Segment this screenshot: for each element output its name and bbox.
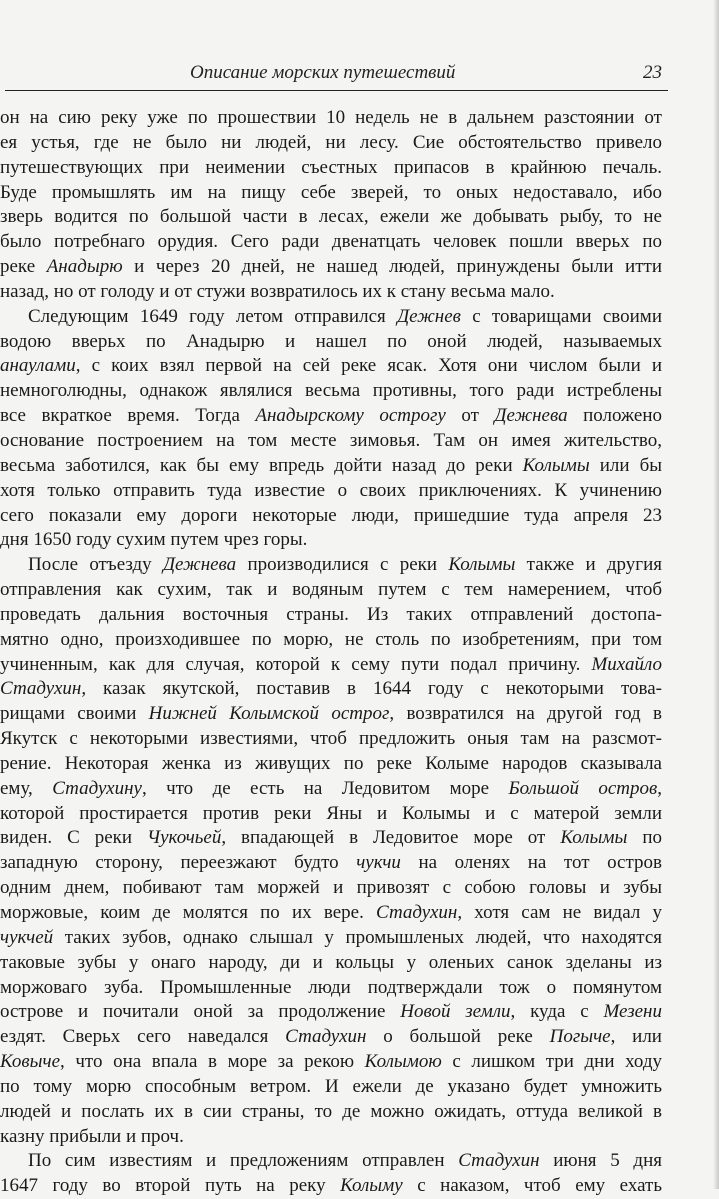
italic-text: Стадухин (376, 902, 458, 923)
text-run: , возвратился на другой год в (389, 703, 662, 725)
text-line (0, 1174, 662, 1199)
text-line (0, 330, 662, 355)
text-run: было потребнаго орудия. Сего ради двенатцать человек пошли вверьх по (0, 231, 662, 253)
italic-text: Стадухин (458, 1150, 540, 1172)
italic-text: Мезени (603, 1001, 662, 1023)
text-run: также и другия (515, 554, 662, 576)
text-line (0, 951, 662, 976)
italic-text: Колымы (448, 554, 516, 576)
text-line (0, 653, 662, 678)
text-line (0, 553, 662, 578)
text-line (0, 305, 662, 330)
text-run: реке (0, 256, 47, 278)
text-run: После отъезду (28, 554, 163, 576)
italic-text: Дежнев (397, 305, 461, 327)
text-run: Следующим 1649 году летом отправился (28, 305, 398, 327)
text-run: с наказом, чтоб ему ехать (402, 1175, 662, 1197)
italic-text: Дежнева (162, 554, 237, 576)
text-run: по (627, 827, 662, 849)
text-run: одним днем, побивают там моржей и привозят с собою головы и зубы (0, 877, 662, 899)
text-run: ея устья, где не было ни людей, ни лесу. Сие обстоятельство привело (0, 131, 662, 153)
text-run: положено (567, 405, 662, 427)
text-line (0, 876, 662, 901)
text-line (0, 429, 662, 454)
text-line (0, 901, 662, 926)
text-run: моржоваго зуба. Промышленные люди подтверждали тож о помянутом (0, 976, 662, 998)
text-run: рищами своими (0, 703, 149, 725)
text-line (0, 1125, 662, 1150)
text-run: по тому морю способным ветром. И ежели де указано будет умножить (0, 1075, 662, 1097)
text-run: он на сию реку уже по прошествии 10 недель не в дальнем разстоянии от (0, 107, 662, 128)
text-line (0, 528, 662, 553)
text-line (0, 255, 662, 280)
italic-text: Стадухин (285, 1026, 367, 1048)
italic-text: Анадырю (46, 256, 123, 278)
text-line (0, 280, 662, 305)
text-run: учиненным, как для случая, которой к сему пути подал причину. (0, 653, 592, 675)
italic-text: Анадырскому острогу (255, 405, 446, 427)
text-run: хотя только отправить туда известие о своих приключениях. К учинению (0, 479, 662, 501)
italic-text: Чукочьей (147, 827, 222, 849)
text-run: , или (610, 1026, 662, 1048)
text-line (0, 1149, 662, 1174)
text-run: , куда с (510, 1001, 604, 1023)
text-run: , с коих взял первой на сей реке ясак. Хотя они числом были и (75, 355, 662, 377)
text-line (0, 205, 662, 230)
text-run: дня 1650 году сухим путем чрез горы. (0, 529, 308, 551)
text-line (0, 106, 662, 131)
text-run: , хотя сам не видал у (457, 902, 662, 923)
text-run: , что она впала в море за рекою (60, 1051, 365, 1073)
text-run: сего показали ему дороги некоторые люди, пришедшие туда апреля 23 (0, 504, 662, 526)
text-run: и через 20 дней, не нашед людей, принуждены были итти (122, 256, 662, 278)
page-edge-shadow (713, 0, 719, 1189)
text-run: Буде промышлять им на пищу себе зверей, то оных недоставало, ибо (0, 181, 662, 203)
text-line (0, 1000, 662, 1025)
italic-text: Новой земли (400, 1001, 511, 1023)
text-line (0, 354, 662, 379)
text-run: зверь водится по большой части в лесах, ежели же добывать рыбу, то не (0, 206, 662, 228)
text-run: 1647 году во второй путь на реку (0, 1175, 341, 1197)
text-line (0, 1050, 662, 1075)
text-run: от (445, 405, 495, 427)
text-line (0, 851, 662, 876)
text-line (0, 131, 662, 156)
text-run: ездят. Сверьх сего наведался (0, 1026, 286, 1048)
italic-text: Колыму (340, 1175, 403, 1197)
page-number: 23 (643, 62, 662, 83)
text-line (0, 181, 662, 206)
italic-text: Колымы (522, 454, 590, 476)
text-run: моржовые, коим де молятся по их вере. (0, 902, 377, 923)
text-line (0, 727, 662, 752)
text-run: о большой реке (366, 1026, 550, 1048)
italic-text: анаулами (0, 355, 76, 377)
text-run: , впадающей в Ледовитое море от (221, 827, 561, 849)
text-run: мятно одно, произходившее по морю, не столь по изобретениям, при том (0, 628, 662, 650)
text-line (0, 826, 662, 851)
text-line (0, 677, 662, 702)
text-line (0, 230, 662, 255)
text-run: с лишком три дни ходу (441, 1051, 662, 1073)
text-run: на оленях на тот остров (400, 852, 662, 874)
text-line (0, 628, 662, 653)
text-run: с товарищами своими (460, 305, 662, 327)
text-run: все вкраткое время. Тогда (0, 405, 256, 427)
text-run: , казак якутской, поставив в 1644 году с некоторыми това- (81, 678, 662, 700)
text-run: немноголюдны, однакож являлися весьма противны, того ради истреблены (0, 380, 662, 402)
text-line (0, 454, 662, 479)
text-run: июня 5 дня (539, 1150, 662, 1172)
text-line (0, 976, 662, 1001)
text-run: людей и послать их в сии страны, то де можно ожидать, оттуда великой в (0, 1100, 662, 1122)
text-line (0, 404, 662, 429)
text-line (0, 926, 662, 951)
text-line (0, 578, 662, 603)
text-run: отправления как сухим, так и водяным путем с тем намерением, чтоб (0, 579, 662, 601)
italic-text: Стадухин (0, 678, 82, 700)
text-run: весьма заботился, как бы ему впредь дойти назад до реки (0, 454, 523, 476)
text-run: западную сторону, переезжают будто (0, 852, 357, 874)
text-line (0, 1025, 662, 1050)
italic-text: Дежнева (494, 405, 568, 427)
italic-text: Стадухину (52, 777, 142, 799)
text-run: назад, но от голоду и от стужи возвратилось их к стану весьма мало. (0, 280, 555, 302)
body-text (0, 106, 662, 1199)
text-run: проведать дальния восточныя страны. Из таких отправлений достопа- (0, 603, 662, 625)
text-line (0, 702, 662, 727)
text-run: водою вверьх по Анадырю и нашел по оной людей, называемых (0, 330, 662, 352)
text-run: виден. С реки (0, 827, 147, 849)
text-run: производилися с реки (236, 554, 449, 576)
text-run: острове и почитали оной за продолжение (0, 1001, 401, 1023)
italic-text: Нижней Колымской острог (148, 703, 390, 725)
text-run: По сим известиям и предложениям отправлен (28, 1150, 459, 1172)
text-run: путешествующих при неимении съестных припасов в крайнюю печаль. (0, 156, 662, 178)
text-line (0, 802, 662, 827)
italic-text: Погыче (549, 1026, 611, 1048)
text-run: рение. Некоторая женка из живущих по реке Колыме народов сказывала (0, 752, 662, 774)
text-line (0, 504, 662, 529)
text-run: или бы (589, 454, 662, 476)
text-run: которой простирается против реки Яны и Колымы и с матерой земли (0, 802, 662, 824)
text-run: Якутск с некоторыми известиями, чтоб предложить оныя там на разсмот- (0, 728, 662, 750)
italic-text: чукчей (0, 926, 54, 948)
text-run: таковые зубы у онаго народу, ди и кольцы у оленьих санок зделаны из (0, 951, 662, 973)
running-header (5, 58, 668, 91)
text-run: таких зубов, однако слышал у промышленых людей, что находятся (53, 926, 662, 948)
text-run: ему, (0, 777, 53, 799)
italic-text: Колымы (560, 827, 628, 849)
text-line (0, 1100, 662, 1125)
text-line (0, 777, 662, 802)
italic-text: Ковыче (0, 1051, 61, 1073)
italic-text: чукчи (356, 852, 401, 874)
text-line (0, 752, 662, 777)
text-line (0, 156, 662, 181)
italic-text: Большой остров (508, 777, 658, 799)
text-run: , (657, 777, 662, 799)
text-line (0, 1075, 662, 1100)
italic-text: Колымою (364, 1051, 442, 1073)
running-title: Описание морских путешествий (190, 62, 456, 83)
text-line (0, 479, 662, 504)
text-run: , что де есть на Ледовитом море (141, 777, 509, 799)
text-line (0, 379, 662, 404)
text-run: казну прибыли и проч. (0, 1125, 184, 1147)
italic-text: Михайло (591, 653, 662, 675)
text-run: основание построением на том месте зимовья. Там он имея жительство, (0, 429, 662, 451)
text-line (0, 603, 662, 628)
